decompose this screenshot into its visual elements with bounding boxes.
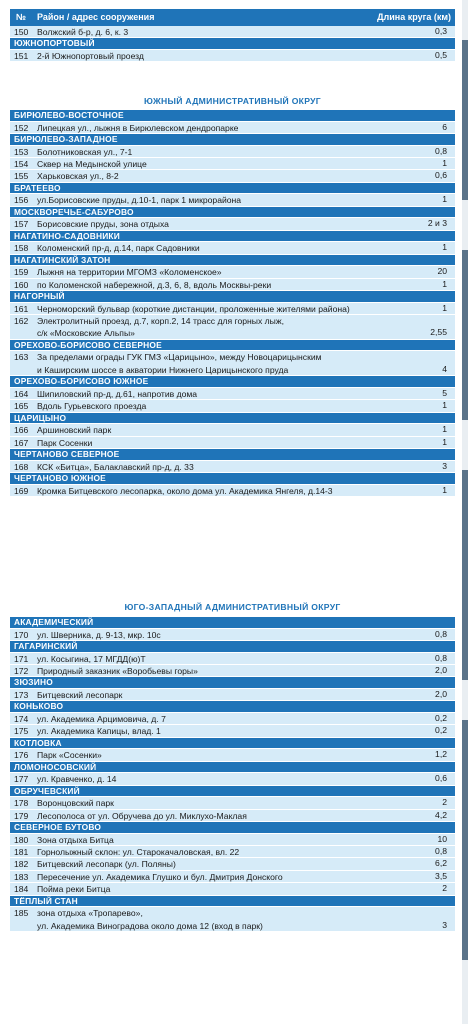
row-length: 0,8: [435, 652, 447, 663]
address-line: Воронцовский парк: [37, 798, 114, 809]
district-header: НАГАТИНО-САДОВНИКИ: [10, 231, 455, 243]
address-line: Зона отдыха Битца: [37, 834, 114, 845]
edge-mark: [462, 470, 468, 680]
row-length: 0,6: [435, 773, 447, 784]
row-length: 1: [442, 302, 447, 313]
row-number: 167: [14, 437, 29, 448]
row-address: [37, 871, 417, 883]
row-length: 1: [442, 424, 447, 435]
okrug-title-south: ЮЖНЫЙ АДМИНИСТРАТИВНЫЙ ОКРУГ: [144, 96, 321, 106]
row-number: 159: [14, 267, 29, 278]
address-line: ул. Академика Капицы, влад. 1: [37, 726, 161, 737]
address-line: Липецкая ул., лыжня в Бирюлевском дендропарке: [37, 122, 239, 133]
row-length: 0,8: [435, 846, 447, 857]
row-address: [37, 665, 417, 677]
row-length: 2: [442, 797, 447, 808]
district-header: КОТЛОВКА: [10, 738, 455, 750]
row-number: 176: [14, 750, 29, 761]
row-length: 6: [442, 121, 447, 132]
district-header: НАГОРНЫЙ: [10, 291, 455, 303]
address-line: Кромка Битцевского лесопарка, около дома ул. Академика Янгеля, д.14-3: [37, 485, 333, 496]
row-address: [37, 437, 417, 449]
header-num: №: [16, 12, 27, 22]
address-line-2: и Каширским шоссе в акватории Нижнего Царицынского пруда: [37, 364, 289, 375]
table-row: [10, 351, 455, 376]
row-number: 155: [14, 171, 29, 182]
row-address: [37, 749, 417, 761]
row-number: 175: [14, 726, 29, 737]
address-line: КСК «Битца», Балаклавский пр-д, д. 33: [37, 461, 194, 472]
row-length: 0,3: [435, 25, 447, 36]
row-number: 161: [14, 303, 29, 314]
row-length: 1: [442, 242, 447, 253]
table-row: [10, 883, 455, 895]
table-row: [10, 485, 455, 497]
table-row: [10, 773, 455, 785]
row-length: 1: [442, 278, 447, 289]
row-number: 158: [14, 243, 29, 254]
row-number: 181: [14, 847, 29, 858]
row-number: 174: [14, 713, 29, 724]
row-length: 3: [442, 460, 447, 471]
table-row: [10, 846, 455, 858]
row-address: [37, 424, 417, 436]
row-number: 179: [14, 810, 29, 821]
row-length: 3,5: [435, 870, 447, 881]
district-header: ЛОМОНОСОВСКИЙ: [10, 762, 455, 774]
row-length: 1: [442, 436, 447, 447]
row-length: 0,6: [435, 170, 447, 181]
row-number: 153: [14, 146, 29, 157]
table-row: [10, 303, 455, 315]
address-line: Сквер на Медынской улице: [37, 158, 147, 169]
table-row: [10, 858, 455, 870]
row-length: 1: [442, 157, 447, 168]
row-length: 0,8: [435, 628, 447, 639]
address-line: Коломенский пр-д, д.14, парк Садовники: [37, 243, 200, 254]
row-number: 154: [14, 158, 29, 169]
table-row: [10, 749, 455, 761]
table-row: [10, 158, 455, 170]
table-row: [10, 653, 455, 665]
row-number: 156: [14, 195, 29, 206]
row-address: [37, 713, 417, 725]
table-row: [10, 50, 455, 62]
row-address: [37, 266, 417, 278]
row-address: [37, 846, 417, 858]
table-row: [10, 400, 455, 412]
row-address: [37, 485, 417, 497]
table-row: [10, 797, 455, 809]
district-header: СЕВЕРНОЕ БУТОВО: [10, 822, 455, 834]
district-header: НАГАТИНСКИЙ ЗАТОН: [10, 255, 455, 267]
row-address: [37, 834, 417, 846]
southwest-table: [10, 617, 455, 932]
district-header: БИРЮЛЕВО-ЗАПАДНОЕ: [10, 134, 455, 146]
table-row: [10, 26, 455, 38]
row-length: 2,0: [435, 688, 447, 699]
address-line: ул.Борисовские пруды, д.10-1, парк 1 микрорайона: [37, 195, 242, 206]
row-number: 163: [14, 352, 29, 363]
address-line: ул. Академика Арцимовича, д. 7: [37, 713, 166, 724]
row-length: 4,2: [435, 809, 447, 820]
row-address: [37, 461, 417, 473]
table-row: [10, 665, 455, 677]
row-length: 1: [442, 400, 447, 411]
district-header: ОРЕХОВО-БОРИСОВО ЮЖНОЕ: [10, 376, 455, 388]
address-line: Парк «Сосенки»: [37, 750, 102, 761]
row-address: [37, 170, 417, 182]
table-row: [10, 388, 455, 400]
row-number: 170: [14, 629, 29, 640]
address-line: по Коломенской набережной, д.3, 6, 8, вдоль Москвы-реки: [37, 279, 272, 290]
top-table: [10, 9, 455, 62]
row-length: 20: [437, 266, 447, 277]
row-length: 1,2: [435, 749, 447, 760]
table-row: [10, 834, 455, 846]
row-address: [37, 242, 417, 254]
row-length: 3: [442, 919, 447, 930]
row-address: [37, 279, 417, 291]
row-length: 0,2: [435, 725, 447, 736]
row-number: 157: [14, 219, 29, 230]
district-header: ЧЕРТАНОВО СЕВЕРНОЕ: [10, 449, 455, 461]
district-header: ЗЮЗИНО: [10, 677, 455, 689]
row-number: 152: [14, 122, 29, 133]
row-number: 166: [14, 425, 29, 436]
row-address: [37, 194, 417, 206]
edge-mark: [462, 720, 468, 960]
address-line-2: ул. Академика Виноградова около дома 12 (вход в парк): [37, 920, 263, 931]
address-line: Природный заказник «Воробьевы горы»: [37, 665, 198, 676]
address-line: Аршиновский парк: [37, 425, 112, 436]
row-length: 2,55: [430, 327, 447, 338]
row-number: 177: [14, 774, 29, 785]
row-number: 180: [14, 834, 29, 845]
okrug-title-southwest: ЮГО-ЗАПАДНЫЙ АДМИНИСТРАТИВНЫЙ ОКРУГ: [124, 602, 341, 612]
edge-mark: [462, 40, 468, 200]
header-length: Длина круга (км): [377, 12, 451, 22]
row-address: [37, 315, 417, 340]
table-row: [10, 266, 455, 278]
address-line: ул. Косыгина, 17 МГДД(ю)Т: [37, 653, 146, 664]
table-header: [10, 9, 455, 26]
district-header: ТЁПЛЫЙ СТАН: [10, 896, 455, 908]
address-line: За пределами ограды ГУК ГМЗ «Царицыно», между Новоцарицынским: [37, 352, 322, 363]
table-row: [10, 871, 455, 883]
row-address: [37, 810, 417, 822]
row-number: 169: [14, 485, 29, 496]
row-address: [37, 883, 417, 895]
row-address: [37, 388, 417, 400]
row-number: 165: [14, 401, 29, 412]
address-line: Волжский б-р, д. 6, к. 3: [37, 27, 129, 37]
row-number: 171: [14, 653, 29, 664]
table-row: [10, 315, 455, 340]
row-number: 184: [14, 884, 29, 895]
row-number: 162: [14, 316, 29, 327]
row-number: 183: [14, 871, 29, 882]
table-row: [10, 424, 455, 436]
address-line: Пересечение ул. Академика Глушко и бул. Дмитрия Донского: [37, 871, 283, 882]
district-header: МОСКВОРЕЧЬЕ-САБУРОВО: [10, 207, 455, 219]
district-header: ГАГАРИНСКИЙ: [10, 641, 455, 653]
south-table: [10, 110, 455, 497]
row-length: 0,2: [435, 712, 447, 723]
row-number: 173: [14, 689, 29, 700]
row-number: 182: [14, 859, 29, 870]
district-header: ЧЕРТАНОВО ЮЖНОЕ: [10, 473, 455, 485]
district-header: ЦАРИЦЫНО: [10, 413, 455, 425]
district-header: БРАТЕЕВО: [10, 183, 455, 195]
row-number: 185: [14, 908, 29, 919]
row-number: 151: [14, 50, 29, 61]
address-line: Харьковская ул., 8-2: [37, 171, 119, 182]
row-address: [37, 689, 417, 701]
edge-mark: [462, 250, 468, 420]
address-line: ул. Шверника, д. 9-13, мкр. 10с: [37, 629, 161, 640]
row-length: 5: [442, 387, 447, 398]
district-header: ОРЕХОВО-БОРИСОВО СЕВЕРНОЕ: [10, 340, 455, 352]
row-length: 4: [442, 363, 447, 374]
table-row: [10, 689, 455, 701]
row-address: [37, 907, 417, 932]
address-line: Лыжня на территории МГОМЗ «Коломенское»: [37, 267, 222, 278]
header-name: Район / адрес сооружения: [37, 12, 155, 22]
row-address: [37, 146, 417, 158]
row-address: [37, 122, 417, 134]
table-row: [10, 725, 455, 737]
table-row: [10, 122, 455, 134]
address-line: Парк Сосенки: [37, 437, 93, 448]
district-header: ЮЖНОПОРТОВЫЙ: [10, 38, 455, 50]
address-line: Борисовские пруды, зона отдыха: [37, 219, 169, 230]
row-number: 178: [14, 798, 29, 809]
row-address: [37, 773, 417, 785]
row-length: 2,0: [435, 664, 447, 675]
row-address: [37, 629, 417, 641]
row-length: 10: [437, 833, 447, 844]
address-line: Пойма реки Битца: [37, 884, 111, 895]
district-header: ОБРУЧЕВСКИЙ: [10, 786, 455, 798]
table-row: [10, 713, 455, 725]
row-length: 2: [442, 883, 447, 894]
address-line: Горнолыжный склон: ул. Старокачаловская, вл. 22: [37, 847, 240, 858]
row-length: 1: [442, 484, 447, 495]
row-address: [37, 50, 417, 62]
row-length: 2 и 3: [427, 218, 447, 229]
address-line: Битцевский лесопарк (ул. Поляны): [37, 859, 176, 870]
table-row: [10, 907, 455, 932]
address-line: 2-й Южнопортовый проезд: [37, 50, 144, 61]
table-row: [10, 170, 455, 182]
address-line: Болотниковская ул., 7-1: [37, 146, 133, 157]
address-line: Битцевский лесопарк: [37, 689, 123, 700]
page-edge-strip: [462, 0, 468, 1024]
row-length: 0,5: [435, 49, 447, 60]
district-header: КОНЬКОВО: [10, 701, 455, 713]
address-line: ул. Кравченко, д. 14: [37, 774, 117, 785]
row-length: 6,2: [435, 858, 447, 869]
row-address: [37, 303, 417, 315]
row-number: 164: [14, 388, 29, 399]
address-line: Электролитный проезд, д.7, корп.2, 14 трасс для горных лыж,: [37, 316, 284, 327]
address-line: зона отдыха «Тропарево»,: [37, 908, 143, 919]
row-address: [37, 400, 417, 412]
table-row: [10, 146, 455, 158]
table-row: [10, 194, 455, 206]
table-row: [10, 218, 455, 230]
row-address: [37, 26, 417, 38]
row-number: 172: [14, 665, 29, 676]
address-line: Черноморский бульвар (короткие дистанции, проложенные жителями района): [37, 303, 350, 314]
row-address: [37, 351, 417, 376]
row-address: [37, 653, 417, 665]
table-row: [10, 810, 455, 822]
table-row: [10, 461, 455, 473]
table-row: [10, 629, 455, 641]
row-address: [37, 797, 417, 809]
address-line: Вдоль Гурьевского проезда: [37, 401, 147, 412]
table-row: [10, 437, 455, 449]
row-number: 160: [14, 279, 29, 290]
district-header: БИРЮЛЕВО-ВОСТОЧНОЕ: [10, 110, 455, 122]
row-number: 150: [14, 27, 29, 37]
table-row: [10, 279, 455, 291]
row-address: [37, 725, 417, 737]
row-number: 168: [14, 461, 29, 472]
address-line-2: с/к «Московские Альпы»: [37, 328, 135, 339]
address-line: Шипиловский пр-д, д.61, напротив дома: [37, 388, 198, 399]
district-header: АКАДЕМИЧЕСКИЙ: [10, 617, 455, 629]
row-length: 0,8: [435, 145, 447, 156]
row-address: [37, 858, 417, 870]
row-address: [37, 218, 417, 230]
address-line: Лесополоса от ул. Обручева до ул. Миклухо-Маклая: [37, 810, 247, 821]
table-row: [10, 242, 455, 254]
row-address: [37, 158, 417, 170]
row-length: 1: [442, 194, 447, 205]
